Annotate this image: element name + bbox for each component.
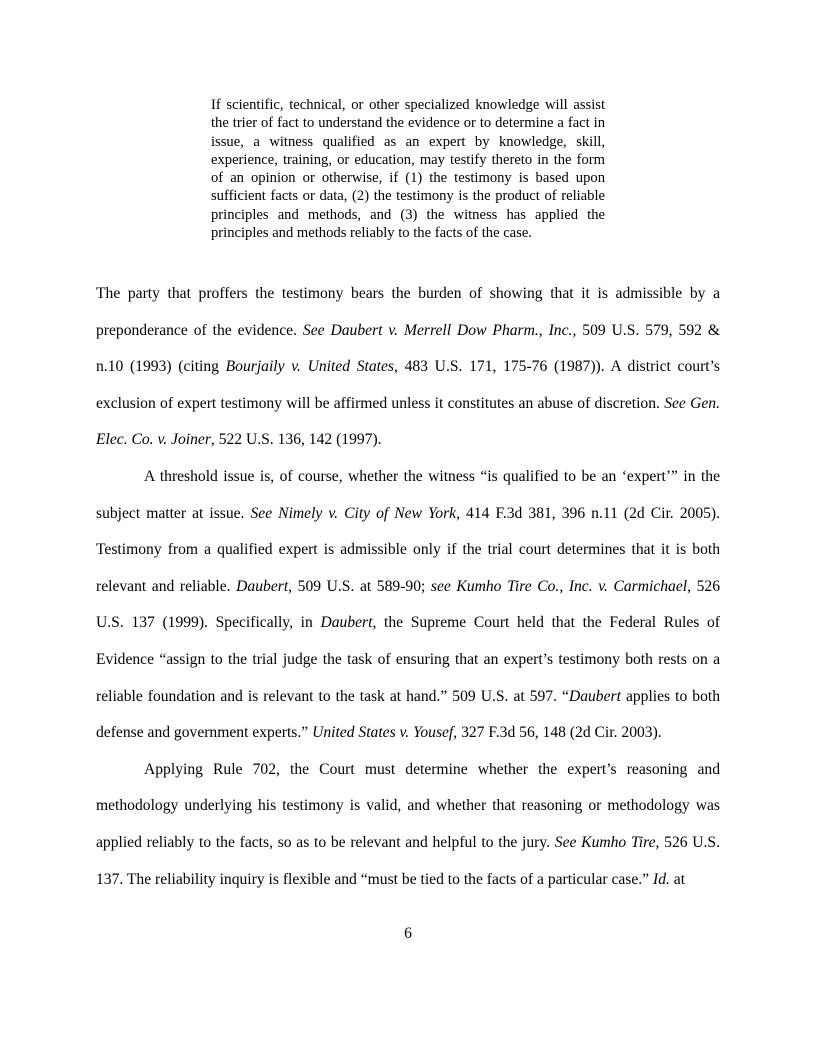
case-citation: Daubert	[236, 577, 289, 595]
case-citation: See Kumho Tire	[554, 833, 656, 851]
paragraph-threshold-issue	[96, 459, 720, 752]
text-run: , 526 U.S. 137 (1999). Specifically, in	[96, 577, 720, 632]
text-run: applies to both defense and government experts.”	[96, 687, 720, 742]
text-run: , 522 U.S. 136, 142 (1997).	[210, 431, 382, 449]
block-quote-text: If scientific, technical, or other specialized knowledge will assist the trier of fact to understand the evidence or to determine a fact in issue, a witness qualified as an expert by knowledge, skill, experience, training, or education, may testify thereto in the form of an opinion or otherwise, if (1) the testimony is based upon sufficient facts or data, (2) the testimony is the product of reliable principles and methods, and (3) the witness has applied the principles and methods reliably to the facts of the case.	[211, 97, 605, 242]
case-citation: See Nimely v. City of New York	[250, 504, 457, 522]
paragraph-rule-702-application	[96, 752, 720, 898]
text-run: Applying Rule 702, the Court must determine whether the expert’s reasoning and methodology underlying his testimony is valid, and whether that reasoning or methodology was applied reliably to the facts, so as to be relevant and helpful to the jury.	[96, 760, 720, 851]
case-citation: United States v. Yousef	[312, 724, 454, 742]
case-citation: Bourjaily v. United States	[225, 358, 394, 376]
text-run: , 414 F.3d 381, 396 n.11 (2d Cir. 2005). Testimony from a qualified expert is admissible only if the trial court determines that it is both relevant and reliable.	[96, 504, 721, 595]
case-citation: see Kumho Tire Co., Inc. v. Carmichael	[430, 577, 688, 595]
text-run: , 483 U.S. 171, 175-76 (1987)). A district court’s exclusion of expert testimony will be affirmed unless it constitutes an abuse of discretion.	[96, 358, 720, 412]
case-citation: Gen. Elec. Co. v. Joiner	[96, 394, 720, 449]
text-run: , 327 F.3d 56, 148 (2d Cir. 2003).	[453, 724, 662, 742]
text-run: at	[669, 870, 686, 888]
case-citation: Id.	[653, 870, 670, 888]
text-run: , 509 U.S. at 589-90;	[288, 577, 431, 595]
body-text	[96, 276, 720, 898]
block-quote-rule-702	[211, 96, 605, 242]
citation-signal: See	[664, 394, 686, 412]
case-citation: Daubert	[568, 687, 621, 705]
text-run: , 526 U.S. 137. The reliability inquiry is flexible and “must be tied to the facts of a particular case.”	[96, 833, 720, 888]
text-run: , 509 U.S. 579, 592 & n.10 (1993) (citing	[96, 321, 720, 376]
paragraph-burden-of-proof	[96, 276, 720, 459]
text-run: , the Supreme Court held that the Federal Rules of Evidence “assign to the trial judge the task of ensuring that an expert’s testimony both rests on a reliable foundation and is relevant to the task at hand.” 509 U.S. at 597. “	[96, 614, 720, 705]
page-number: 6	[404, 925, 412, 942]
case-citation: Daubert	[320, 614, 373, 632]
text-run: A threshold issue is, of course, whether the witness “is qualified to be an ‘expert’” in the subject matter at issue.	[96, 467, 720, 522]
text-run: The party that proffers the testimony bears the burden of showing that it is admissible by a preponderance of the evidence.	[96, 285, 720, 339]
case-citation: See Daubert v. Merrell Dow Pharm., Inc.	[302, 321, 573, 339]
